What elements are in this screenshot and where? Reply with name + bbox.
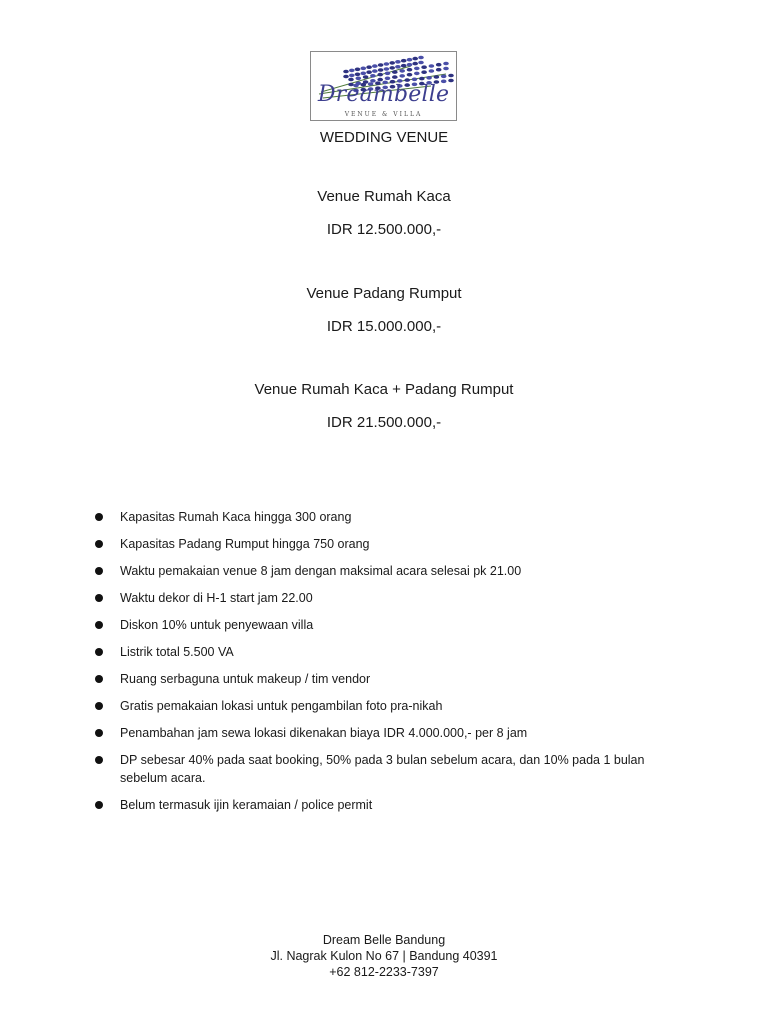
list-item — [92, 796, 662, 814]
list-item — [92, 508, 662, 526]
list-item-text: Penambahan jam sewa lokasi dikenakan biaya IDR 4.000.000,- per 8 jam — [120, 726, 528, 740]
list-item — [92, 535, 662, 553]
list-item-text: Belum termasuk ijin keramaian / police permit — [120, 798, 373, 812]
list-item-text: DP sebesar 40% pada saat booking, 50% pada 3 bulan sebelum acara, dan 10% pada 1 bulan sebelum acara. — [120, 753, 645, 785]
venue-price-rumah-kaca: IDR 12.500.000,- — [326, 221, 442, 238]
bullet-icon — [95, 621, 103, 629]
list-item-text: Waktu dekor di H-1 start jam 22.00 — [120, 591, 313, 605]
venue-name-padang-rumput: Venue Padang Rumput — [306, 285, 462, 302]
list-item — [92, 697, 662, 715]
list-item-text: Listrik total 5.500 VA — [120, 645, 234, 659]
list-item-text: Diskon 10% untuk penyewaan villa — [120, 618, 314, 632]
footer-company: Dream Belle Bandung — [322, 933, 446, 947]
list-item — [92, 589, 662, 607]
bullet-icon — [95, 513, 103, 521]
venue-price-combo: IDR 21.500.000,- — [326, 414, 442, 431]
bullet-icon — [95, 729, 103, 737]
footer-address: Jl. Nagrak Kulon No 67 | Bandung 40391 — [270, 949, 498, 963]
list-item — [92, 670, 662, 688]
bullet-icon — [95, 648, 103, 656]
list-item — [92, 751, 662, 787]
list-item — [92, 643, 662, 661]
footer-phone: +62 812-2233-7397 — [329, 965, 439, 979]
list-item-text: Kapasitas Padang Rumput hingga 750 orang — [120, 537, 370, 551]
list-item — [92, 724, 662, 742]
bullet-icon — [95, 540, 103, 548]
list-item — [92, 616, 662, 634]
list-item — [92, 562, 662, 580]
page-title: WEDDING VENUE — [319, 129, 449, 146]
bullet-icon — [95, 675, 103, 683]
logo-subtitle: VENUE & VILLA — [344, 111, 423, 118]
list-item-text: Ruang serbaguna untuk makeup / tim vendor — [120, 672, 371, 686]
list-item-text: Waktu pemakaian venue 8 jam dengan maksimal acara selesai pk 21.00 — [120, 564, 522, 578]
venue-price-padang-rumput: IDR 15.000.000,- — [326, 318, 442, 335]
venue-name-rumah-kaca: Venue Rumah Kaca — [317, 188, 451, 205]
bullet-icon — [95, 567, 103, 575]
venue-name-combo: Venue Rumah Kaca + Padang Rumput — [254, 381, 514, 398]
logo-name: Dreambelle — [317, 82, 450, 107]
list-item-text: Gratis pemakaian lokasi untuk pengambilan foto pra-nikah — [120, 699, 443, 713]
bullet-icon — [95, 801, 103, 809]
bullet-icon — [95, 594, 103, 602]
dreambelle-logo — [310, 51, 457, 121]
list-item-text: Kapasitas Rumah Kaca hingga 300 orang — [120, 510, 352, 524]
features-list — [92, 508, 662, 814]
bullet-icon — [95, 756, 103, 764]
bullet-icon — [95, 702, 103, 710]
